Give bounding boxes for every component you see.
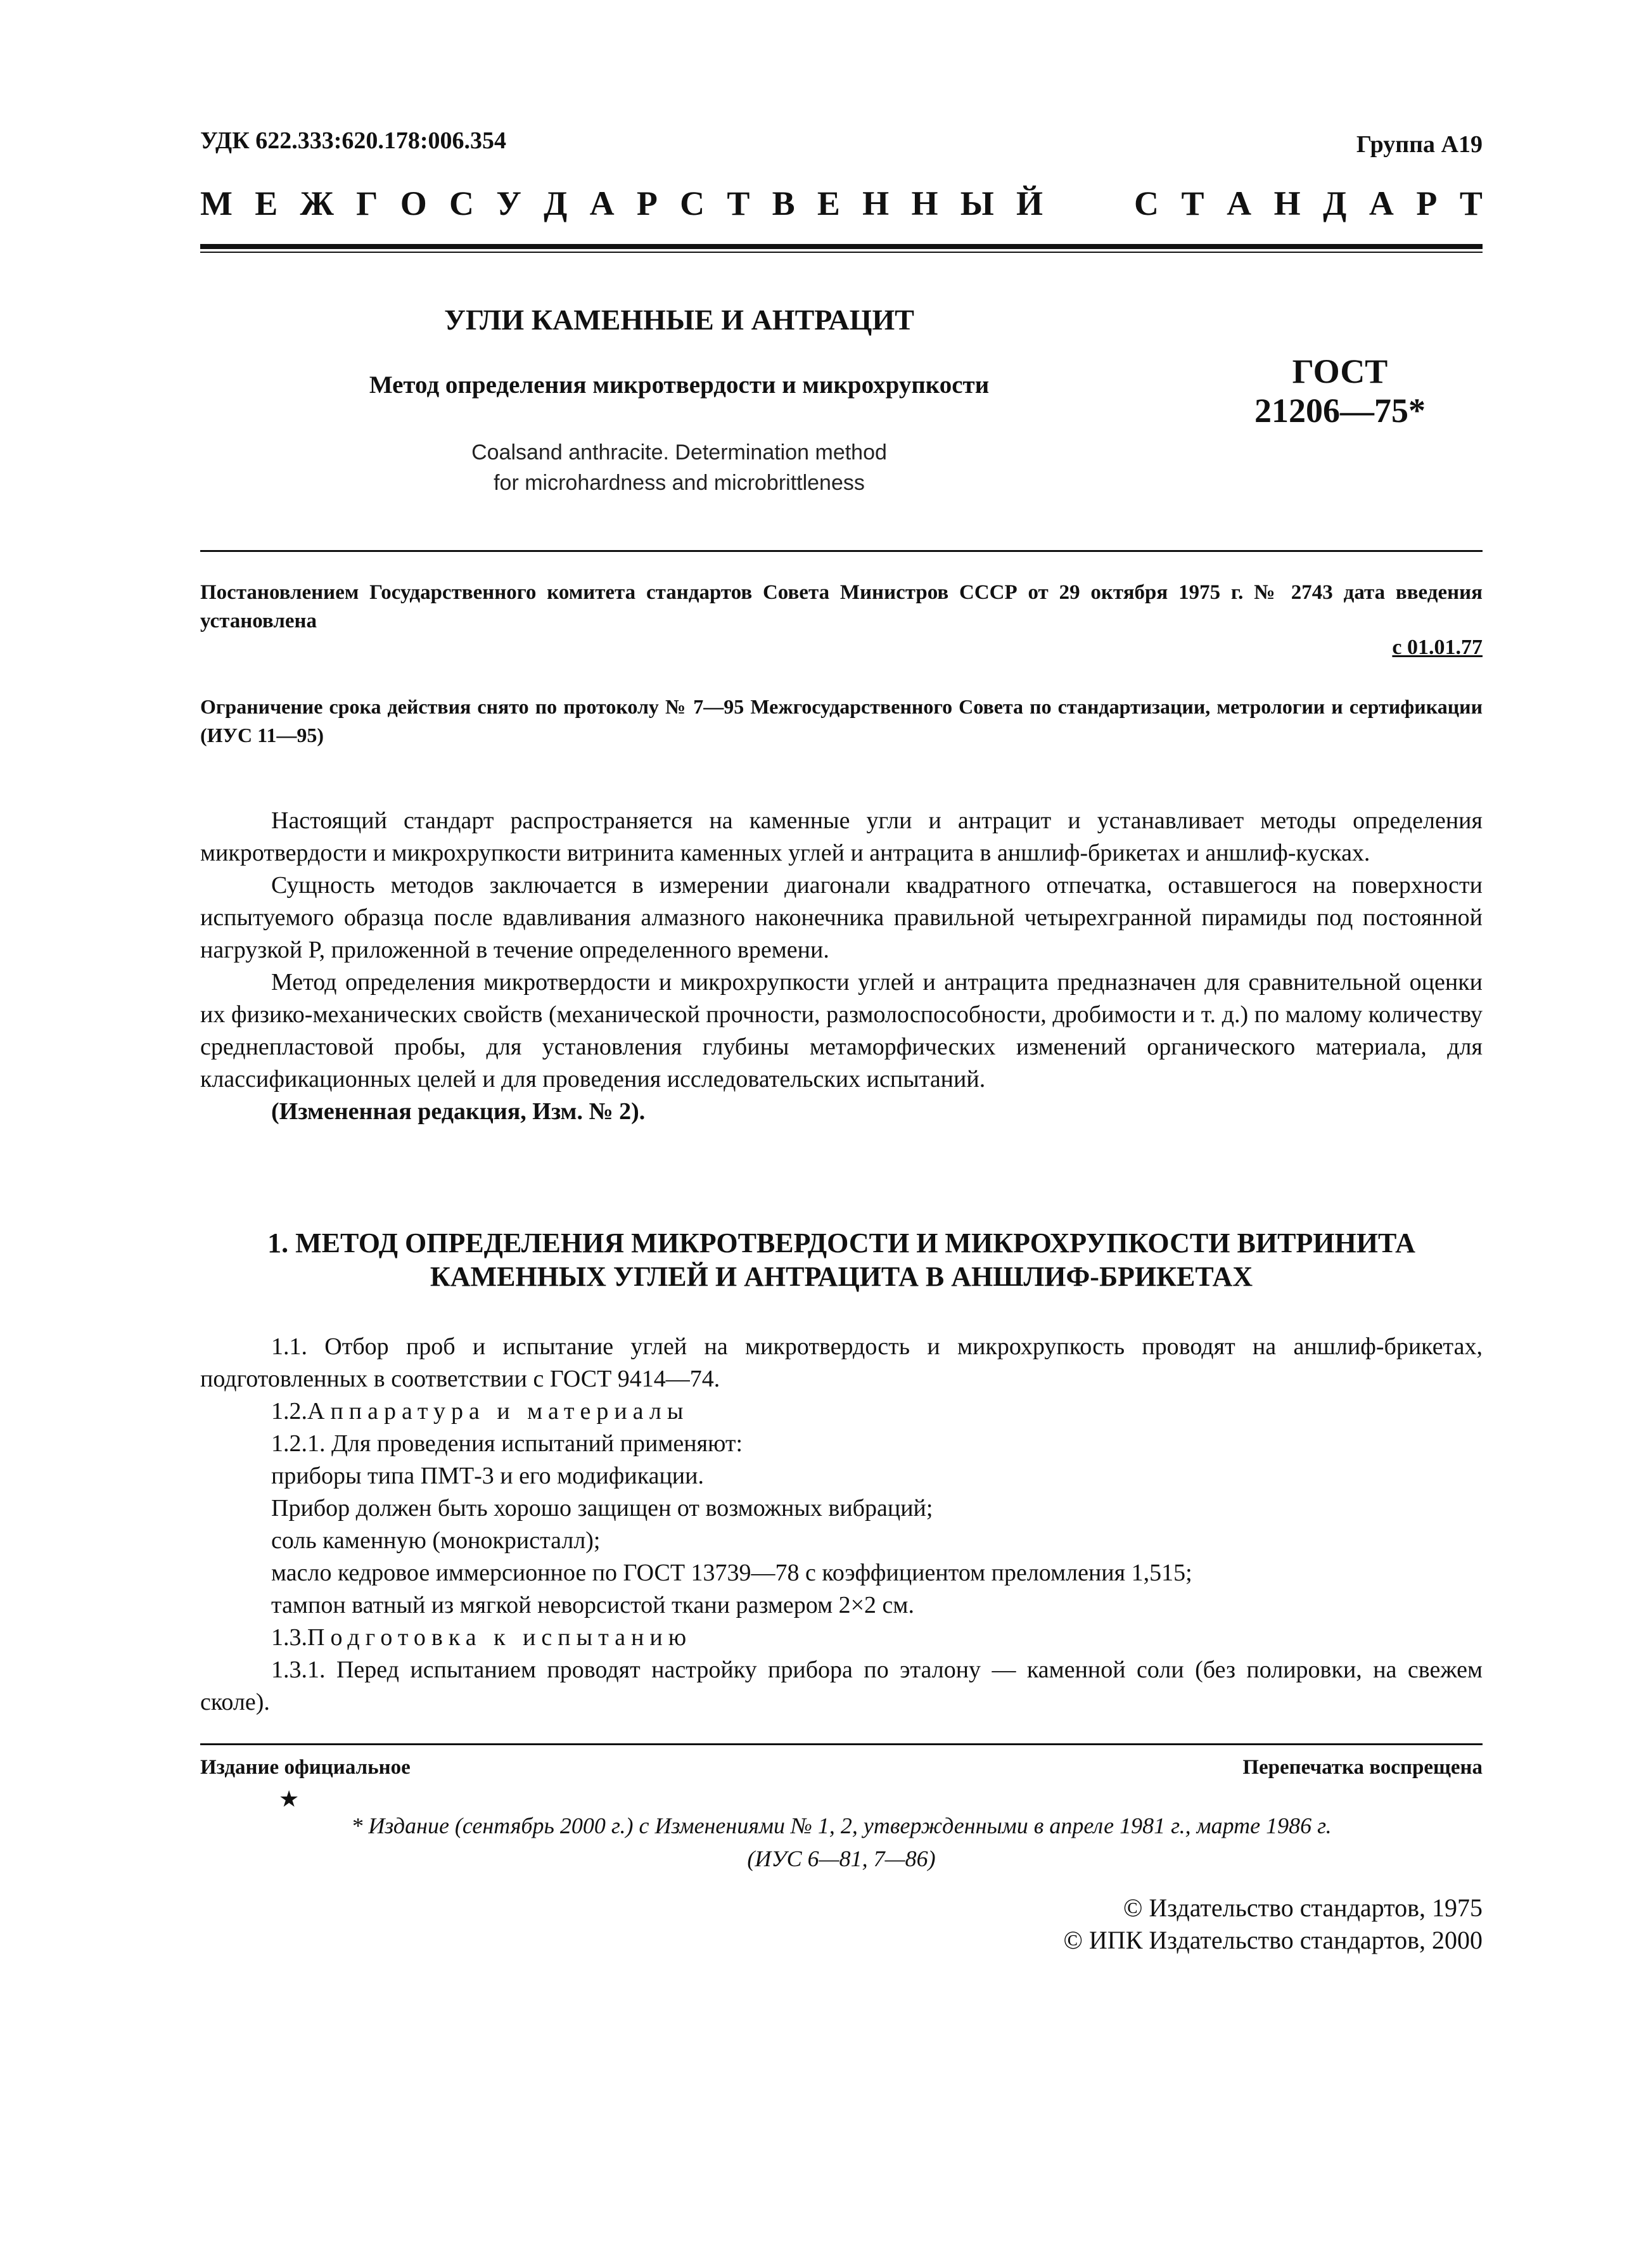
section-heading-line: 1. МЕТОД ОПРЕДЕЛЕНИЯ МИКРОТВЕРДОСТИ И МИКРОХРУПКОСТИ ВИТРИНИТА bbox=[267, 1227, 1415, 1259]
clause-1-3-heading bbox=[200, 1622, 1483, 1654]
banner-letter: Т bbox=[1181, 184, 1204, 222]
banner-letter: В bbox=[772, 184, 795, 222]
clause-1-3-1: 1.3.1. Перед испытанием проводят настройку прибора по эталону — каменной соли (без полировки, на свежем сколе). bbox=[200, 1656, 1483, 1715]
limitation-note: Ограничение срока действия снято по протоколу № 7—95 Межгосударственного Совета по стандартизации, метрологии и сертификации (ИУС 11—95) bbox=[200, 695, 1483, 746]
clause-1-2-1: 1.2.1. Для проведения испытаний применяют: bbox=[271, 1430, 743, 1457]
section-1-body bbox=[200, 1331, 1483, 1719]
effective-date: с 01.01.77 bbox=[1392, 636, 1483, 659]
gost-number: 21206—75* bbox=[1254, 392, 1426, 430]
banner-letter: Ж bbox=[300, 184, 334, 222]
banner-letter: Р bbox=[636, 184, 658, 222]
decree-text: Постановлением Государственного комитета стандартов Совета Министров СССР от 29 октября 1975 г. № 2743 дата введения установлена bbox=[200, 581, 1483, 632]
english-title-line: Coalsand anthracite. Determination method bbox=[471, 440, 887, 464]
banner-letter: М bbox=[200, 184, 233, 222]
reprint-prohibited-label: Перепечатка воспрещена bbox=[1242, 1756, 1483, 1779]
banner-letter: Ы bbox=[960, 184, 994, 222]
clause-number: 1.3. bbox=[271, 1624, 307, 1651]
intro-paragraph: Сущность методов заключается в измерении диагонали квадратного отпечатка, оставшегося на поверхности испытуемого образца после вдавливания алмазного наконечника правильной четырехгранной пирамиды под постоянной нагрузкой P, приложенной в течение определенного времени. bbox=[200, 872, 1483, 963]
footer-rule bbox=[200, 1743, 1483, 1745]
edition-note-line: (ИУС 6—81, 7—86) bbox=[747, 1846, 936, 1871]
banner-letter: Е bbox=[255, 184, 278, 222]
star-icon: ★ bbox=[279, 1786, 300, 1812]
list-item: приборы типа ПМТ-3 и его модификации. bbox=[271, 1463, 704, 1489]
banner-letter: Й bbox=[1016, 184, 1043, 222]
udk-code: УДК 622.333:620.178:006.354 bbox=[200, 127, 507, 154]
banner-letter: Н bbox=[911, 184, 938, 222]
intro-paragraph: Метод определения микротвердости и микрохрупкости углей и антрацита предназначен для сравнительной оценки их физико-механических свойств (механической прочности, размолоспособности, дробимости и т. д.) по малому количеству среднепластовой пробы, для установления глубины метаморфических изменений органического материала, для классификационных целей и для проведения исследовательских испытаний. bbox=[200, 969, 1483, 1092]
copyright-line: © ИПК Издательство стандартов, 2000 bbox=[1063, 1926, 1483, 1954]
banner-word-interstate bbox=[200, 184, 1043, 223]
banner-letter: Д bbox=[1323, 184, 1347, 222]
banner-letter: С bbox=[680, 184, 705, 222]
section-heading-line: КАМЕННЫХ УГЛЕЙ И АНТРАЦИТА В АНШЛИФ-БРИКЕТАХ bbox=[430, 1261, 1253, 1292]
header-rule-thin bbox=[200, 252, 1483, 253]
banner-letter: А bbox=[589, 184, 615, 222]
banner-letter: Д bbox=[544, 184, 568, 222]
section-1-heading bbox=[200, 1226, 1483, 1293]
gost-label: ГОСТ bbox=[1292, 352, 1388, 390]
banner-letter: О bbox=[400, 184, 427, 222]
list-item: тампон ватный из мягкой неворсистой ткани размером 2×2 см. bbox=[271, 1592, 914, 1618]
group-code: Группа А19 bbox=[1356, 131, 1483, 158]
clause-heading-text: Аппаратура и материалы bbox=[307, 1398, 689, 1425]
official-edition-label: Издание официальное bbox=[200, 1756, 411, 1779]
banner-word-standard bbox=[1134, 184, 1483, 223]
interstate-standard-banner bbox=[200, 184, 1483, 223]
clause-1-2-heading bbox=[200, 1395, 1483, 1428]
english-title bbox=[200, 437, 1158, 498]
banner-letter: У bbox=[496, 184, 521, 222]
list-item: Прибор должен быть хорошо защищен от возможных вибраций; bbox=[271, 1495, 933, 1522]
banner-letter: Е bbox=[817, 184, 840, 222]
banner-letter: С bbox=[449, 184, 475, 222]
banner-letter: Т bbox=[727, 184, 750, 222]
clause-heading-text: Подготовка к испытанию bbox=[307, 1624, 692, 1651]
english-title-line: for microhardness and microbrittleness bbox=[494, 471, 865, 495]
amendment-note: (Измененная редакция, Изм. № 2). bbox=[271, 1098, 646, 1125]
list-item: масло кедровое иммерсионное по ГОСТ 13739—78 с коэффициентом преломления 1,515; bbox=[271, 1560, 1192, 1586]
gost-designation bbox=[1197, 352, 1483, 430]
clause-1-1: 1.1. Отбор проб и испытание углей на микротвердость и микрохрупкость проводят на аншлиф-брикетах, подготовленных в соответствии с ГОСТ 9414—74. bbox=[200, 1333, 1483, 1392]
edition-note-line: * Издание (сентябрь 2000 г.) с Изменениями № 1, 2, утвержденными в апреле 1981 г., марте 1986 г. bbox=[351, 1813, 1332, 1838]
banner-letter: А bbox=[1368, 184, 1394, 222]
copyright-line: © Издательство стандартов, 1975 bbox=[1123, 1893, 1483, 1922]
copyright-block bbox=[1064, 1892, 1483, 1956]
header-rule-thick bbox=[200, 244, 1483, 249]
list-item: соль каменную (монокристалл); bbox=[271, 1527, 601, 1554]
intro-paragraph: Настоящий стандарт распространяется на каменные угли и антрацит и устанавливает методы определения микротвердости и микрохрупкости витринита каменных углей и антрацита в аншлиф-брикетах и аншлиф-кусках. bbox=[200, 807, 1483, 866]
document-subtitle: Метод определения микротвердости и микрохрупкости bbox=[369, 371, 990, 399]
title-divider bbox=[200, 550, 1483, 552]
banner-letter: Н bbox=[862, 184, 890, 222]
banner-letter: Т bbox=[1459, 184, 1483, 222]
introduction bbox=[200, 805, 1483, 1128]
banner-letter: Г bbox=[356, 184, 378, 222]
banner-letter: А bbox=[1227, 184, 1252, 222]
banner-letter: Р bbox=[1416, 184, 1438, 222]
document-title: УГЛИ КАМЕННЫЕ И АНТРАЦИТ bbox=[444, 304, 914, 336]
banner-letter: Н bbox=[1273, 184, 1301, 222]
banner-letter: С bbox=[1134, 184, 1159, 222]
clause-number: 1.2. bbox=[271, 1398, 307, 1425]
edition-note bbox=[200, 1809, 1483, 1875]
